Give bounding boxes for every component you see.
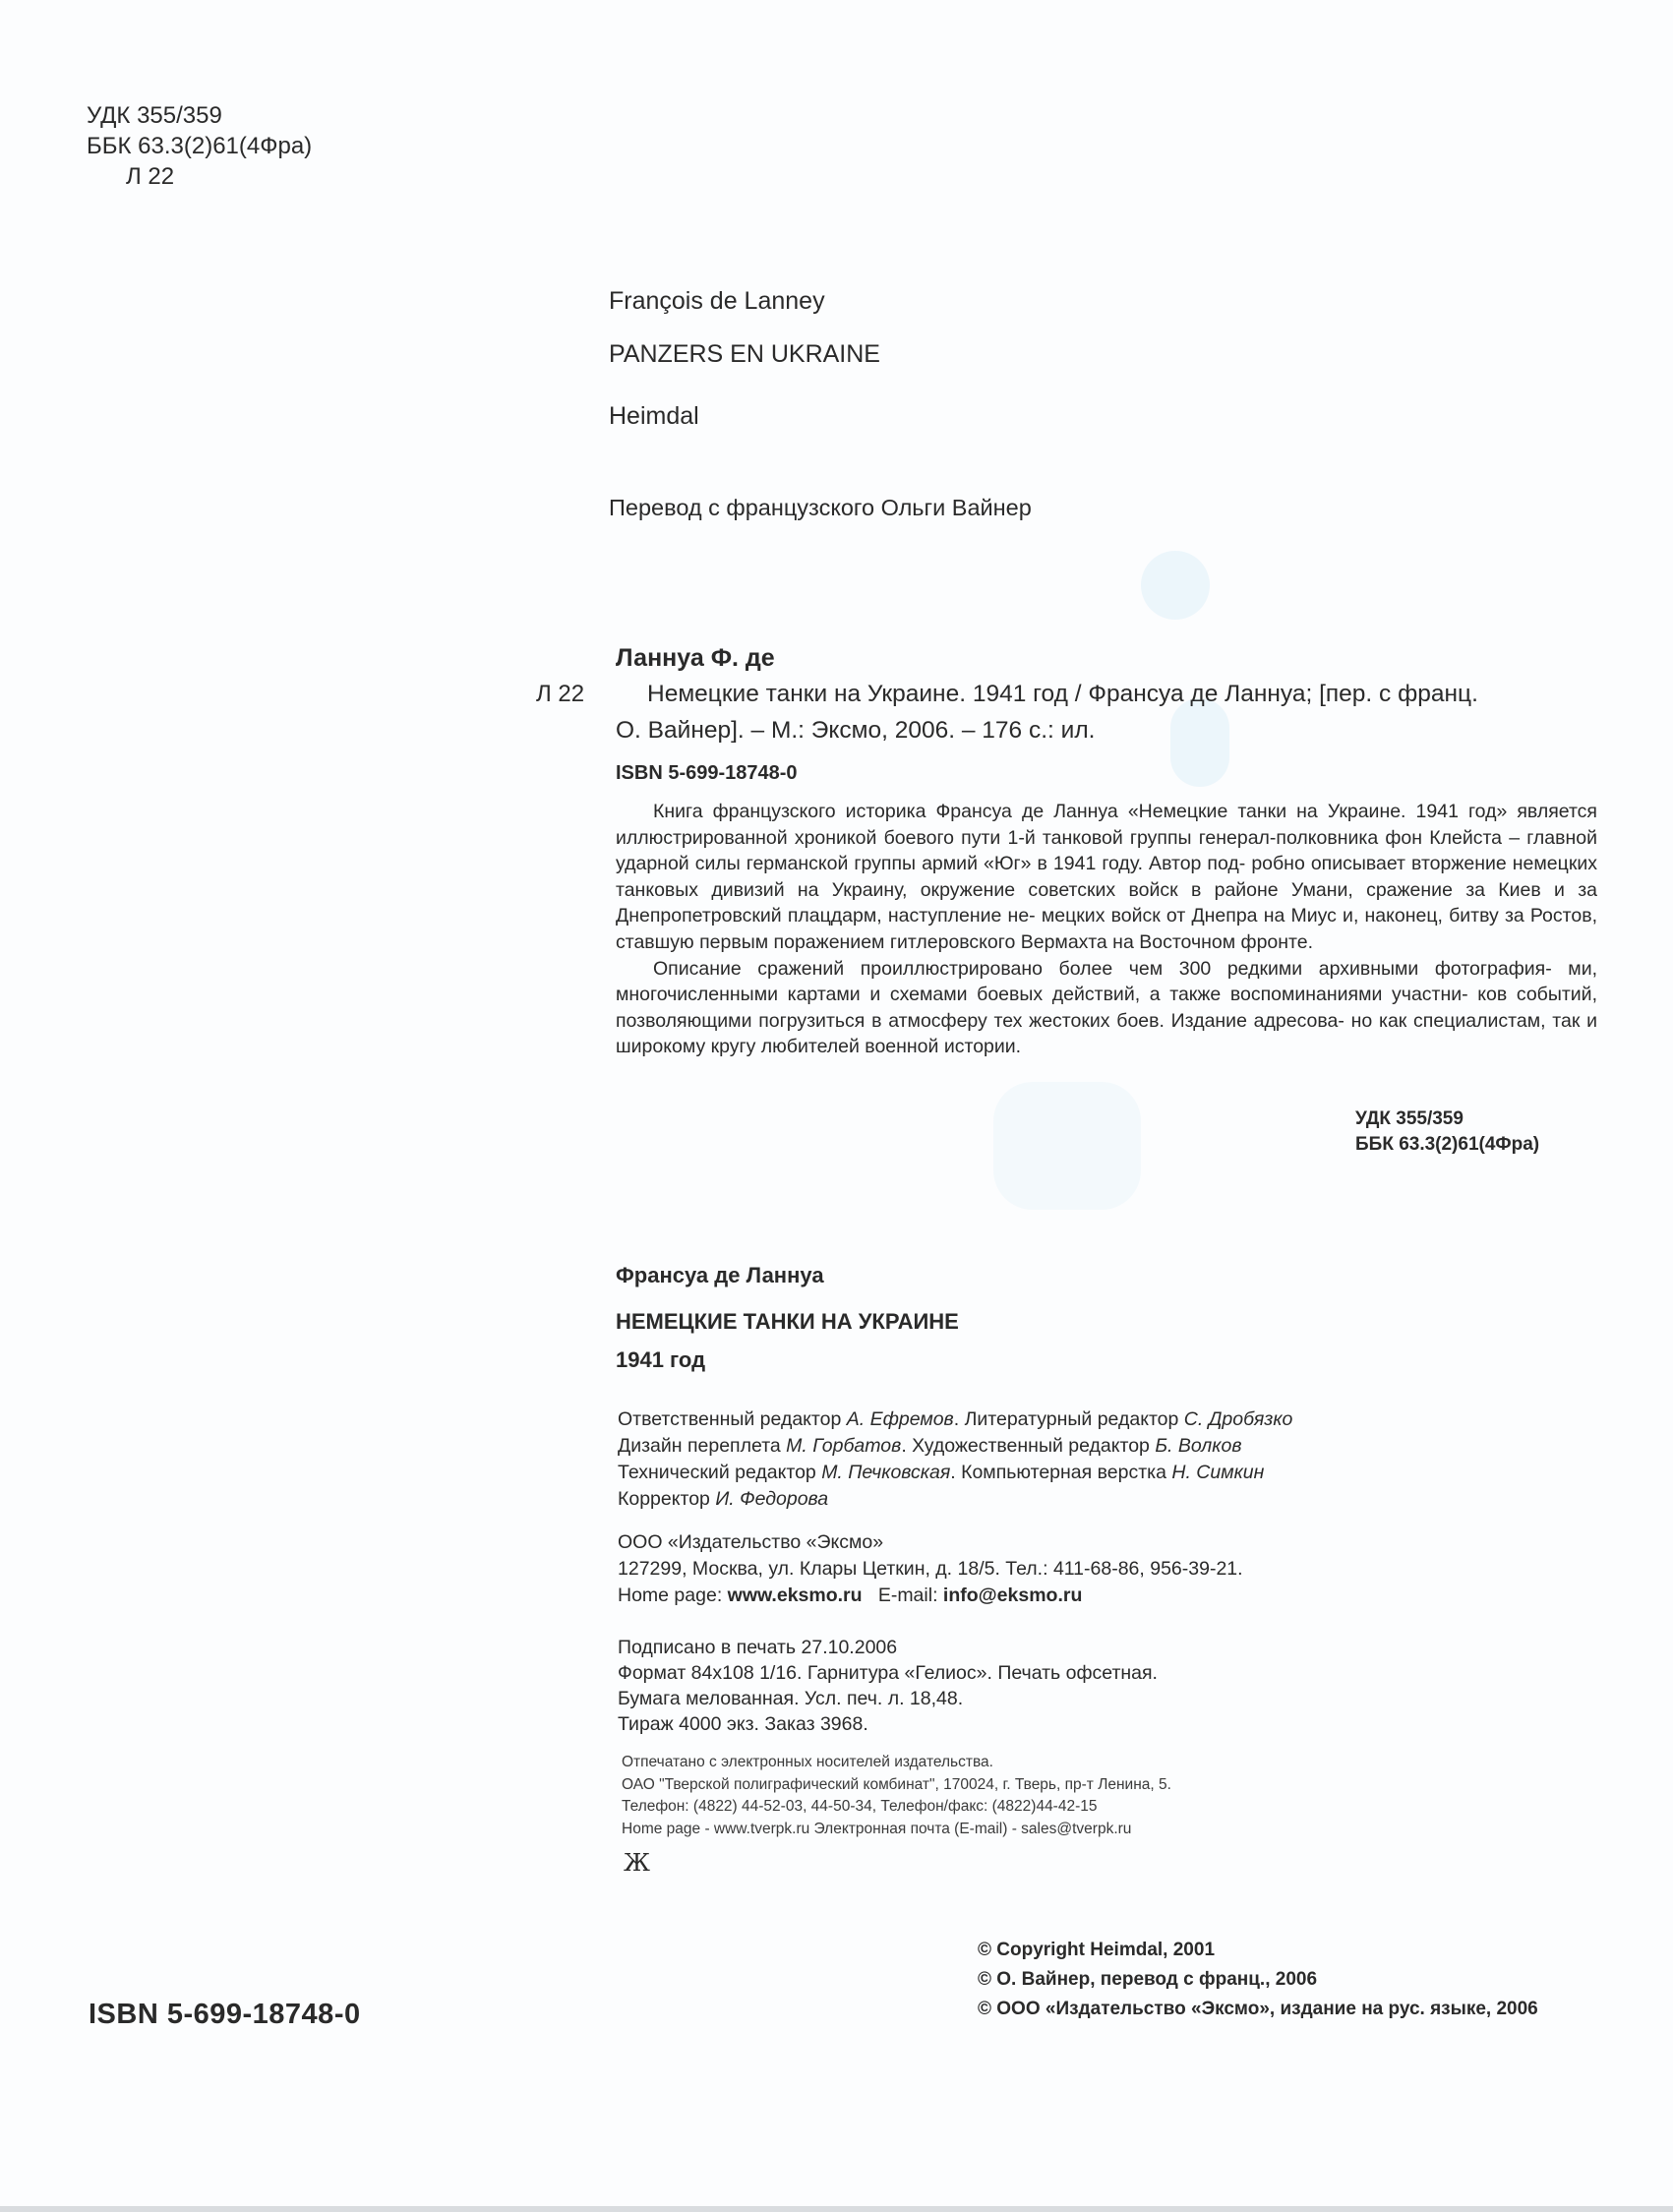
- card-author-mark: Л 22: [536, 681, 585, 707]
- printer-line: Home page - www.tverpk.ru Электронная почта (E-mail) - sales@tverpk.ru: [622, 1820, 1132, 1837]
- annotation-paragraph-2: [616, 956, 1597, 1060]
- home-page-link: www.eksmo.ru: [727, 1584, 863, 1606]
- print-details-line: Формат 84x108 1/16. Гарнитура «Гелиос». Печать офсетная.: [618, 1662, 1158, 1684]
- annotation-line: ков событий, позволяющими погрузиться в атмосферу тех жестоких боев. Издание адресова-: [616, 984, 1597, 1032]
- copyright-line: © Copyright Heimdal, 2001: [978, 1940, 1216, 1960]
- annotation-paragraph-1: [616, 799, 1597, 956]
- page-bottom-edge: [0, 2206, 1673, 2212]
- credit-person: М. Печковская: [821, 1462, 951, 1483]
- email-link: info@eksmo.ru: [942, 1584, 1083, 1606]
- printer-line: ОАО "Тверской полиграфический комбинат", 170024, г. Тверь, пр-т Ленина, 5.: [622, 1775, 1171, 1793]
- credit-person: М. Горбатов: [786, 1435, 902, 1457]
- imprint-author: Франсуа де Ланнуа: [616, 1263, 824, 1287]
- credits-line-4: [618, 1486, 1292, 1513]
- original-publisher: Heimdal: [609, 402, 699, 430]
- credits-line-3: [618, 1460, 1292, 1486]
- show-through-shape-4: [993, 1082, 1141, 1210]
- printer-info: [622, 1752, 1171, 1840]
- credit-person: А. Ефремов: [846, 1408, 954, 1430]
- credit-role: Технический редактор: [618, 1462, 822, 1483]
- print-details-line: Бумага мелованная. Усл. печ. л. 18,48.: [618, 1688, 964, 1709]
- credit-person: Б. Волков: [1155, 1435, 1242, 1457]
- card-classification: [1355, 1106, 1539, 1158]
- editorial-credits: [618, 1406, 1292, 1513]
- credit-person: Н. Симкин: [1171, 1462, 1265, 1483]
- credit-person: И. Федорова: [715, 1488, 829, 1510]
- imprint-year: 1941 год: [616, 1347, 706, 1372]
- credits-line-1: [618, 1406, 1292, 1433]
- card-author: Ланнуа Ф. де: [616, 644, 775, 672]
- publisher-contacts: [618, 1583, 1243, 1609]
- copyright-block: [978, 1936, 1538, 2024]
- author-mark: Л 22: [126, 163, 175, 190]
- annotation: [616, 799, 1597, 1060]
- annotation-line: войск в районе Умани, сражение за Киев и за Днепропетровский плацдарм, наступление не-: [616, 878, 1598, 927]
- original-title: PANZERS EN UKRAINE: [609, 340, 880, 368]
- credit-role: Ответственный редактор: [618, 1408, 847, 1430]
- print-details-line: Подписано в печать 27.10.2006: [618, 1637, 898, 1658]
- card-title-line-2: О. Вайнер]. – М.: Эксмо, 2006. – 176 с.: ил.: [616, 717, 1096, 744]
- show-through-shape-2: [1141, 551, 1210, 620]
- credit-role: . Компьютерная верстка: [950, 1462, 1172, 1483]
- imprint-title: НЕМЕЦКИЕ ТАНКИ НА УКРАИНЕ: [616, 1309, 959, 1334]
- credit-role: Дизайн переплета: [618, 1435, 787, 1457]
- bbk-code: ББК 63.3(2)61(4Фра): [87, 133, 313, 159]
- card-udk: УДК 355/359: [1355, 1108, 1464, 1129]
- home-page-label: Home page:: [618, 1584, 728, 1606]
- annotation-line: но как специалистам, так и широкому кругу любителей военной истории.: [616, 1009, 1597, 1058]
- isbn-bottom: ISBN 5-699-18748-0: [89, 1999, 361, 2030]
- card-title-line-1: Немецкие танки на Украине. 1941 год / Франсуа де Ланнуа; [пер. с франц.: [647, 681, 1478, 707]
- annotation-line: мецких войск от Днепра на Миус и, наконец, битву за Ростов, ставшую первым поражением: [616, 905, 1597, 953]
- printer-logo-icon: Ж: [624, 1849, 650, 1877]
- copyright-line: © О. Вайнер, перевод с франц., 2006: [978, 1969, 1318, 1990]
- print-details-line: Тираж 4000 экз. Заказ 3968.: [618, 1713, 868, 1735]
- translation-credit: Перевод с французского Ольги Вайнер: [609, 495, 1032, 520]
- classification-top: [87, 100, 312, 192]
- print-details: [618, 1635, 1158, 1737]
- copyright-line: © ООО «Издательство «Эксмо», издание на рус. языке, 2006: [978, 1999, 1538, 2019]
- printer-line: Отпечатано с электронных носителей издательства.: [622, 1754, 993, 1770]
- annotation-line: Описание сражений проиллюстрировано более чем 300 редкими архивными фотография-: [653, 957, 1552, 980]
- annotation-line: ми, многочисленными картами и схемами боевых действий, а также воспоминаниями участни-: [616, 957, 1597, 1006]
- card-bibliographic-description: [616, 676, 1611, 748]
- annotation-line: Книга французского историка Франсуа де Ланнуа «Немецкие танки на Украине. 1941 год»: [653, 801, 1508, 822]
- credit-role: Корректор: [618, 1488, 716, 1510]
- publisher-name: ООО «Издательство «Эксмо»: [618, 1531, 884, 1553]
- annotation-line: фон Клейста – главной ударной силы германской группы армий «Юг» в 1941 году. Автор под-: [616, 826, 1598, 875]
- credit-person: С. Дробязко: [1183, 1408, 1293, 1430]
- card-isbn: ISBN 5-699-18748-0: [616, 762, 798, 784]
- publisher-info: [618, 1529, 1243, 1609]
- email-label: E-mail:: [862, 1584, 943, 1606]
- publisher-address: 127299, Москва, ул. Клары Цеткин, д. 18/5. Тел.: 411-68-86, 956-39-21.: [618, 1558, 1243, 1580]
- credits-line-2: [618, 1433, 1292, 1460]
- original-author: François de Lanney: [609, 287, 825, 315]
- annotation-line: является иллюстрированной хроникой боевого пути 1-й танковой группы генерал-полковника: [616, 801, 1597, 849]
- udk-code: УДК 355/359: [87, 102, 222, 129]
- annotation-line: гитлеровского Вермахта на Восточном фронте.: [889, 930, 1314, 953]
- credit-role: . Художественный редактор: [901, 1435, 1156, 1457]
- annotation-line: робно описывает вторжение немецких танковых дивизий на Украину, окружение советских: [616, 853, 1597, 901]
- printer-line: Телефон: (4822) 44-52-03, 44-50-34, Телефон/факс: (4822)44-42-15: [622, 1798, 1098, 1815]
- card-bbk: ББК 63.3(2)61(4Фра): [1355, 1134, 1540, 1155]
- credit-role: . Литературный редактор: [953, 1408, 1184, 1430]
